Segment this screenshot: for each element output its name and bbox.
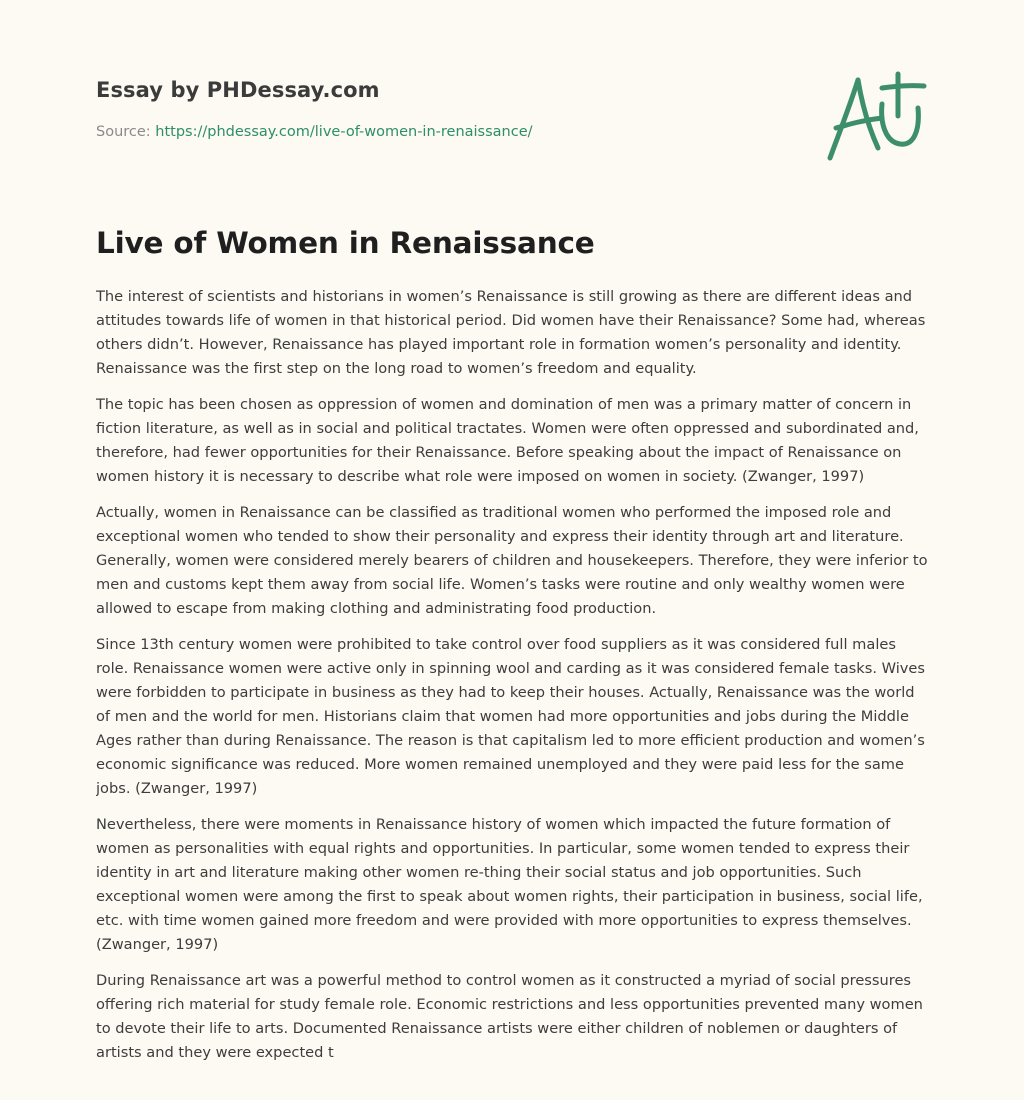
site-brand: Essay by PHDessay.com xyxy=(96,78,380,102)
essay-paragraph: Nevertheless, there were moments in Renaissance history of women which impacted the future formation of women as personalities with equal rights and opportunities. In particular, some women tended to express their identity in art and literature making other women re-thing their social status and job opportunities. Such exceptional women were among the first to speak about women rights, their participation in business, social life, etc. with time women gained more freedom and were provided with more opportunities to express themselves. (Zwanger, 1997) xyxy=(96,816,923,953)
essay-paragraph: The interest of scientists and historians in women’s Renaissance is still growing as there are different ideas and attitudes towards life of women in that historical period. Did women have their Renaissance? Some had, whereas others didn’t. However, Renaissance has played important role in formation women’s personality and identity. Renaissance was the first step on the long road to women’s freedom and equality. xyxy=(96,288,926,377)
essay-title: Live of Women in Renaissance xyxy=(96,226,595,260)
essay-body xyxy=(96,285,928,1100)
source-link[interactable]: https://phdessay.com/live-of-women-in-renaissance/ xyxy=(155,124,533,140)
essay-paragraph: The topic has been chosen as oppression of women and domination of men was a primary matter of concern in fiction literature, as well as in social and political tractates. Women were often oppressed and subordinated and, therefore, had fewer opportunities for their Renaissance. Before speaking about the impact of Renaissance on women history it is necessary to describe what role were imposed on women in society. (Zwanger, 1997) xyxy=(96,396,919,485)
essay-paragraph: Actually, women in Renaissance can be classified as traditional women who performed the imposed role and exceptional women who tended to show their personality and express their identity through art and literature. Generally, women were considered merely bearers of children and housekeepers. Therefore, they were inferior to men and customs kept them away from social life. Women’s tasks were routine and only wealthy women were allowed to escape from making clothing and administrating food production. xyxy=(96,504,928,617)
source-label: Source: xyxy=(96,124,156,140)
source-line xyxy=(96,124,533,140)
essay-paragraph: Since 13th century women were prohibited to take control over food suppliers as it was considered full males role. Renaissance women were active only in spinning wool and carding as it was considered female tasks. Wives were forbidden to participate in business as they had to keep their houses. Actually, Renaissance was the world of men and the world for men. Historians claim that women had more opportunities and jobs during the Middle Ages rather than during Renaissance. The reason is that capitalism led to more efficient production and women’s economic significance was reduced. More women remained unemployed and they were paid less for the same jobs. (Zwanger, 1997) xyxy=(96,636,925,797)
essay-paragraph: During Renaissance art was a powerful method to control women as it constructed a myriad of social pressures offering rich material for study female role. Economic restrictions and less opportunities prevented many women to devote their life to arts. Documented Renaissance artists were either children of noblemen or daughters of artists and they were expected t xyxy=(96,972,923,1061)
a-plus-grade-icon xyxy=(822,66,934,166)
